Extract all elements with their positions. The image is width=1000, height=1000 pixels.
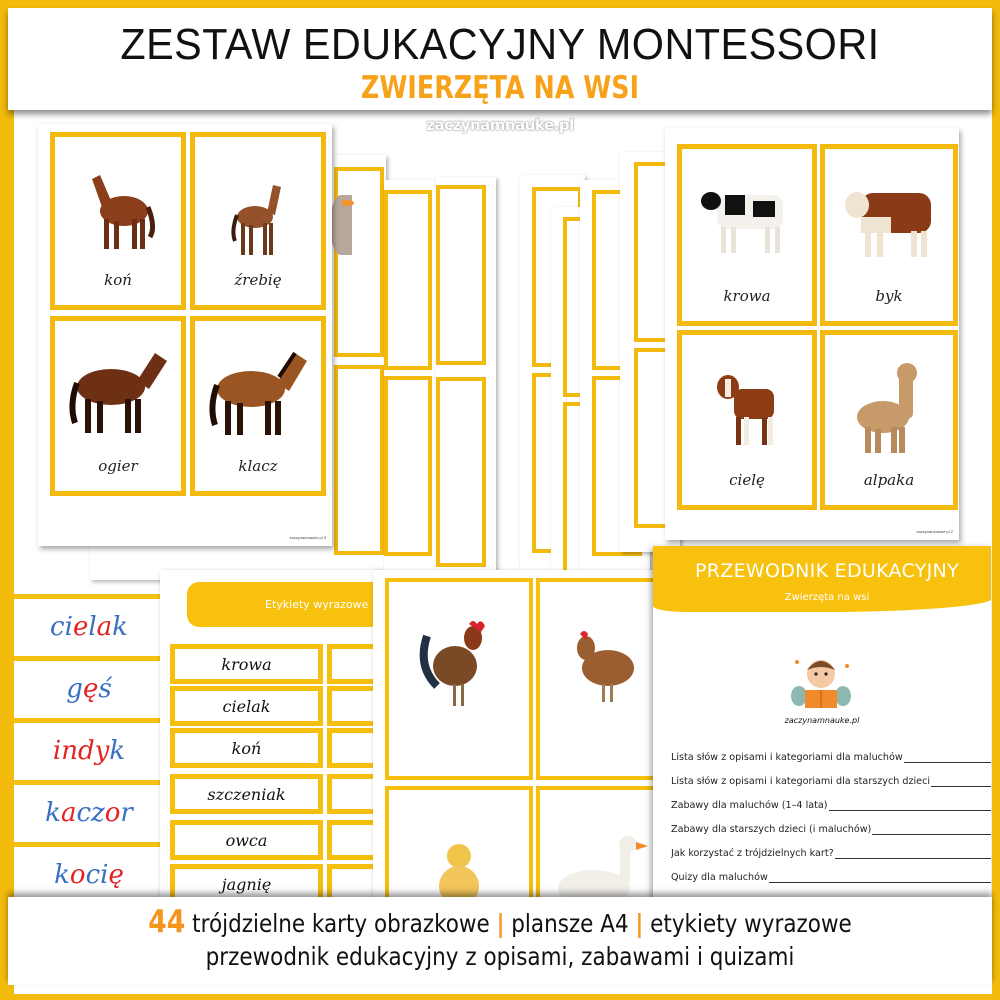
card-word: koń [104, 271, 132, 289]
toc-item-label: Zabawy dla starszych dzieci (i maluchów) [671, 824, 872, 835]
picture-card[interactable] [385, 786, 533, 900]
letter-group: cz [76, 797, 105, 828]
letter-group: ci [85, 859, 109, 890]
letter-group: y [94, 735, 110, 766]
foal-icon [223, 175, 293, 259]
colored-word-row [14, 780, 164, 840]
card-word: cielę [729, 471, 765, 489]
toc-item[interactable] [671, 872, 991, 896]
page-number: zaczynamnauke.pl 3 [289, 535, 326, 540]
letter-group: r [120, 797, 133, 828]
cattle-sheet [665, 128, 959, 540]
toc-leader [835, 848, 991, 859]
word-label[interactable]: koń [170, 728, 323, 768]
page-number: zaczynamnauke.pl 2 [916, 529, 953, 534]
horse-icon [78, 167, 158, 257]
picture-card[interactable] [536, 578, 657, 780]
toc-item-label: Lista słów z opisami i kategoriami dla starszych dzieci [671, 776, 931, 787]
guide-title: PRZEWODNIK EDUKACYJNY [695, 560, 959, 582]
stallion-icon [63, 347, 173, 437]
picture-card[interactable] [190, 132, 326, 310]
toc-item-label: Quizy dla maluchów [671, 872, 768, 883]
picture-card[interactable] [820, 330, 958, 510]
watermark: zaczynamnauke.pl [426, 116, 574, 134]
colored-word-row [14, 718, 164, 778]
frame-border [992, 540, 1000, 900]
toc-leader [931, 776, 991, 787]
letter-group: ci [50, 611, 73, 642]
toc-item-label: Zabawy dla maluchów (1–4 lata) [671, 800, 828, 811]
letter-group: k [45, 797, 61, 828]
letter-group: o [104, 797, 121, 828]
goose-icon [554, 834, 654, 900]
page-title: ZESTAW EDUKACYJNY MONTESSORI [120, 20, 880, 69]
boy-reading-logo-icon [781, 652, 861, 712]
colored-word-row [14, 656, 164, 716]
picture-card[interactable] [190, 316, 326, 496]
rooster-icon [417, 616, 497, 716]
letter-group: k [109, 735, 126, 766]
picture-card[interactable] [385, 578, 533, 780]
toc-leader [904, 752, 991, 763]
horse-sheet [38, 124, 332, 546]
card-word: alpaka [863, 471, 915, 489]
beak-icon [342, 200, 354, 206]
card-frame [436, 377, 486, 567]
back-sheet [436, 177, 496, 577]
letter-group: l [88, 611, 97, 642]
toc-item-label: Lista słów z opisami i kategoriami dla maluchów [671, 752, 903, 763]
letter-group: e [72, 611, 89, 642]
letter-group: ę [82, 673, 99, 704]
calf-icon [712, 369, 782, 449]
word-label[interactable]: owca [170, 820, 323, 860]
toc-item[interactable] [671, 824, 991, 848]
letter-group: ę [108, 859, 124, 890]
card-count: 44 [148, 904, 186, 940]
separator: | [496, 909, 505, 938]
back-sheet [384, 180, 439, 570]
picture-card[interactable] [536, 786, 657, 900]
footer-banner [8, 897, 992, 985]
picture-card[interactable] [50, 132, 186, 310]
table-of-contents [671, 752, 991, 896]
card-word: byk [875, 287, 903, 305]
separator: | [635, 909, 644, 938]
letter-group: a [60, 797, 77, 828]
toc-item-label: Jak korzystać z trójdzielnych kart? [671, 848, 834, 859]
letter-group: k [54, 859, 70, 890]
educational-guide [653, 546, 991, 906]
hen-icon [566, 624, 646, 708]
toc-item[interactable] [671, 752, 991, 776]
letter-group: a [96, 611, 113, 642]
word-labels-sheet [160, 570, 380, 900]
toc-leader [872, 824, 991, 835]
guide-logo-text: zaczynamnauke.pl [784, 716, 860, 725]
letter-group: ś [98, 673, 112, 704]
toc-leader [769, 872, 991, 883]
card-frame [384, 376, 432, 556]
cow-icon [699, 179, 795, 259]
footer-text: trójdzielne karty obrazkowe [185, 909, 497, 938]
picture-card[interactable] [820, 144, 958, 326]
word-label[interactable]: szczeniak [170, 774, 323, 814]
colored-word-row [14, 842, 164, 902]
card-frame [334, 365, 384, 555]
letter-group: o [69, 859, 86, 890]
card-word: ogier [98, 457, 138, 475]
toc-item[interactable] [671, 776, 991, 800]
footer-text: plansze A4 [504, 909, 636, 938]
word-label[interactable]: krowa [170, 644, 323, 684]
toc-item[interactable] [671, 800, 991, 824]
word-label[interactable]: cielak [170, 686, 323, 726]
card-frame [436, 185, 486, 365]
alpaca-icon [849, 359, 929, 457]
guide-subtitle: Zwierzęta na wsi [784, 592, 870, 603]
picture-card[interactable] [677, 144, 817, 326]
mare-icon [203, 347, 313, 439]
footer-line-1 [77, 905, 923, 941]
footer-line-2: przewodnik edukacyjny z opisami, zabawami i quizami [205, 942, 795, 971]
word-label[interactable]: jagnię [170, 864, 323, 900]
card-word: klacz [238, 457, 278, 475]
card-frame [384, 190, 432, 370]
labels-banner: Etykiety wyrazowe [187, 582, 380, 627]
toc-item[interactable] [671, 848, 991, 872]
colored-word-list [14, 592, 164, 902]
birds-sheet [373, 570, 657, 900]
colored-word-row [14, 594, 164, 654]
page-subtitle: ZWIERZĘTA NA WSI [360, 70, 640, 106]
bull-icon [839, 177, 939, 261]
card-word: źrebię [234, 271, 282, 289]
footer-text: etykiety wyrazowe [643, 909, 852, 938]
letter-group: k [112, 611, 128, 642]
toc-leader [829, 800, 992, 811]
header-banner [8, 8, 992, 110]
picture-card[interactable] [677, 330, 817, 510]
card-word: krowa [723, 287, 771, 305]
letter-group: g [66, 673, 83, 704]
chick-icon [437, 842, 483, 900]
letter-group: ind [52, 735, 95, 766]
picture-card[interactable] [50, 316, 186, 496]
